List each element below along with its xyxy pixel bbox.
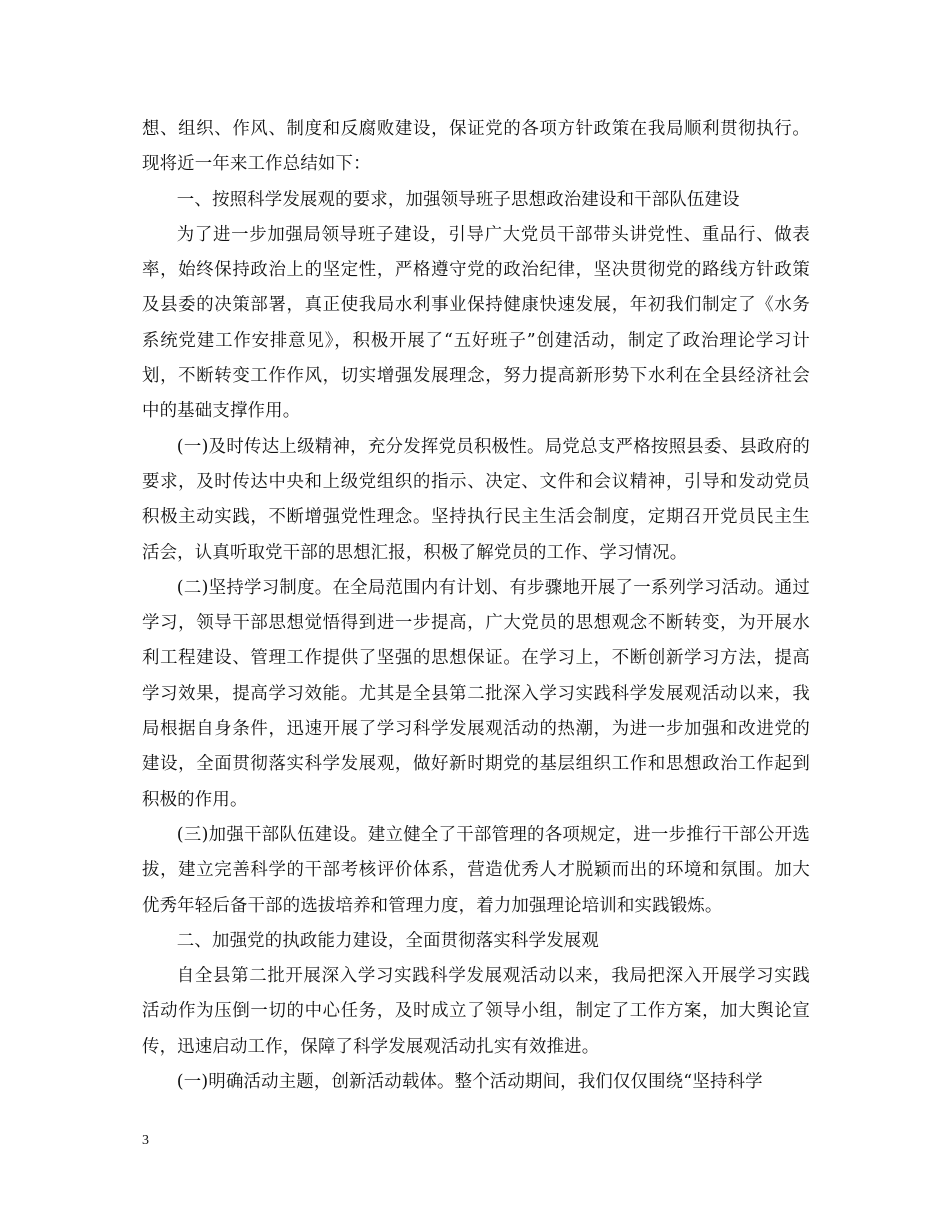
paragraph-practice-activity: 自全县第二批开展深入学习实践科学发展观活动以来，我局把深入开展学习实践活动作为压倒一切的中心任务，及时成立了领导小组，制定了工作方案，加大舆论宣传，迅速启动工作，保障了科学发展观活动扎实有效推进。: [142, 966, 810, 1057]
paragraph-continuation: 想、组织、作风、制度和反腐败建设，保证党的各项方针政策在我局顺利贯彻执行。现将近一年来工作总结如下：: [142, 119, 810, 175]
paragraph-sub-4: (一)明确活动主题，创新活动载体。整个活动期间，我们仅仅围绕“坚持科学: [176, 1072, 763, 1093]
section-heading-2: 二、加强党的执政能力建设，全面贯彻落实科学发展观: [176, 930, 599, 951]
paragraph-leadership-building: 为了进一步加强局领导班子建设，引导广大党员干部带头讲党性、重品行、做表率，始终保持政治上的坚定性，严格遵守党的政治纪律，坚决贯彻党的路线方针政策及县委的决策部署，真正使我局水利事业保持健康快速发展，年初我们制定了《水务系统党建工作安排意见》，积极开展了“五好班子”创建活动，制定了政治理论学习计划，不断转变工作作风，切实增强发展理念，努力提高新形势下水利在全县经济社会中的基础支撑作用。: [142, 224, 810, 422]
page-number: 3: [142, 1133, 149, 1148]
document-body: [142, 112, 810, 1100]
section-heading-1: 一、按照科学发展观的要求，加强领导班子思想政治建设和干部队伍建设: [176, 189, 740, 210]
paragraph-sub-1: (一)及时传达上级精神，充分发挥党员积极性。局党总支严格按照县委、县政府的要求，及时传达中央和上级党组织的指示、决定、文件和会议精神，引导和发动党员积极主动实践，不断增强党性理念。坚持执行民主生活会制度，定期召开党员民主生活会，认真听取党干部的思想汇报，积极了解党员的工作、学习情况。: [142, 436, 810, 563]
paragraph-sub-2: (二)坚持学习制度。在全局范围内有计划、有步骤地开展了一系列学习活动。通过学习，领导干部思想觉悟得到进一步提高，广大党员的思想观念不断转变，为开展水利工程建设、管理工作提供了坚强的思想保证。在学习上，不断创新学习方法，提高学习效果，提高学习效能。尤其是全县第二批深入学习实践科学发展观活动以来，我局根据自身条件，迅速开展了学习科学发展观活动的热潮，为进一步加强和改进党的建设，全面贯彻落实科学发展观，做好新时期党的基层组织工作和思想政治工作起到积极的作用。: [142, 577, 810, 810]
paragraph-sub-3: (三)加强干部队伍建设。建立健全了干部管理的各项规定，进一步推行干部公开选拔，建立完善科学的干部考核评价体系，营造优秀人才脱颖而出的环境和氛围。加大优秀年轻后备干部的选拔培养和管理力度，着力加强理论培训和实践锻炼。: [142, 824, 810, 916]
